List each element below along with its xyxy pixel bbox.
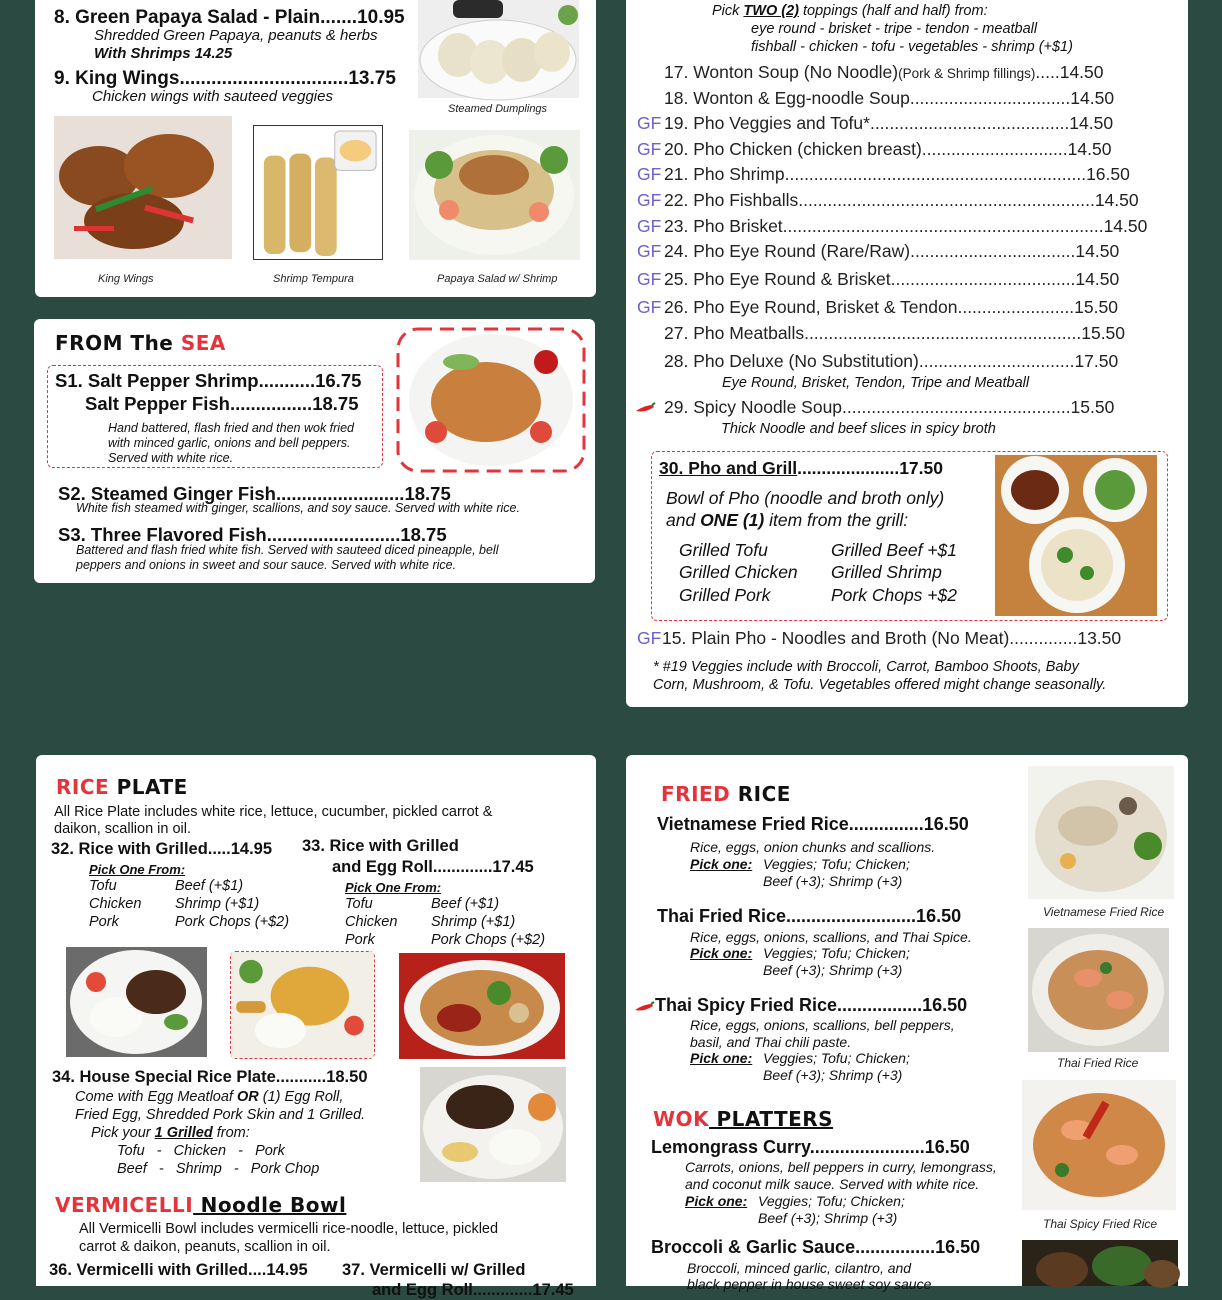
rice-plate-photo-2 [230,951,375,1059]
wok-header-b: PLATTERS [709,1107,834,1131]
lemongrass-desc-1: Carrots, onions, bell peppers in curry, lemongrass, [685,1159,997,1175]
rice-header [56,775,188,799]
pho-note-2: Corn, Mushroom, & Tofu. Vegetables offered might change seasonally. [653,677,1107,693]
pho-pick-a: Pick [712,3,744,19]
item-32-opt-b2: Shrimp (+$1) [175,896,260,912]
item-33-pick: Pick One From: [345,880,442,895]
gf-badge: GF [637,241,662,261]
king-wings-caption: King Wings [98,273,154,285]
pho-item [664,269,1119,290]
dumplings-caption: Steamed Dumplings [448,103,548,115]
sea-header [55,331,226,355]
spicy-pick-opts-1: Veggies; Tofu; Chicken; [763,1050,910,1066]
s3-title: S3. Three Flavored Fish..........................18.75 [58,524,447,545]
broccoli-desc-2: black pepper in house sweet soy sauce [687,1276,932,1292]
s1-desc-2: with minced garlic, onions and bell peppers. [108,436,351,450]
viet-fried-rice-photo [1028,766,1174,899]
item-32-opt-b1: Beef (+$1) [175,878,244,894]
pho-item-text: 19. Pho Veggies and Tofu*.........................................14.50 [664,113,1114,133]
thai-spicy-fried-rice-title: Thai Spicy Fried Rice.................16.50 [655,995,968,1015]
item-34-d3c: from: [212,1125,250,1141]
broccoli-garlic-photo [1022,1240,1178,1286]
spicy-pick-opts-2: Beef (+3); Shrimp (+3) [763,1067,903,1083]
from-the-sea-panel [34,319,595,583]
grill-opt-2: Grilled Chicken [679,562,798,582]
pho-item-text: 17. Wonton Soup (No Noodle) [664,62,899,82]
salt-pepper-shrimp-photo [396,327,586,473]
item-30-l2b: ONE (1) [700,510,765,530]
grill-opt-3: Grilled Pork [679,585,771,605]
pho-item-text: 20. Pho Chicken (chicken breast)..............................14.50 [664,139,1112,159]
pho-item-text: 22. Pho Fishballs.............................................................14.50 [664,190,1139,210]
rice-plate-photo-1 [66,947,207,1057]
item-33-title-b: and Egg Roll.............17.45 [332,858,534,876]
item-32-opt-b3: Pork Chops (+$2) [175,914,290,930]
item-34-desc-2: Fried Egg, Shredded Pork Skin and 1 Grilled. [75,1107,366,1123]
item-30-l2c: item from the grill: [764,510,909,530]
pho-item-text: 24. Pho Eye Round (Rare/Raw)..................................14.50 [664,241,1120,261]
s3-desc-1: Battered and flash fried white fish. Served with sauteed diced pineapple, bell [76,543,499,557]
gf-badge: GF [637,216,662,236]
s2-desc: White fish steamed with ginger, scallions, and soy sauce. Served with white rice. [76,501,520,515]
lemongrass-pick-opts-2: Beef (+3); Shrimp (+3) [758,1210,898,1226]
viet-pick-opts-2: Beef (+3); Shrimp (+3) [763,873,903,889]
thai-fried-rice-title: Thai Fried Rice..........................16.50 [657,906,962,926]
thai-pick-opts-2: Beef (+3); Shrimp (+3) [763,962,903,978]
pho-item [664,323,1125,344]
item-30-name: 30. Pho and Grill [659,458,798,478]
pho-item [664,164,1130,185]
item-30-line-1: Bowl of Pho (noodle and broth only) [666,488,945,508]
gf-badge: GF [637,297,662,317]
item-30-l2a: and [666,510,701,530]
item-36-title: 36. Vermicelli with Grilled....14.95 [49,1261,308,1279]
pho-panel [626,0,1188,707]
pho-item-price: .....14.50 [1035,62,1104,82]
spicy-desc-1: Rice, eggs, onions, scallions, bell peppers, [690,1017,955,1033]
viet-fried-rice-title: Vietnamese Fried Rice...............16.50 [657,814,969,834]
rice-header-b: PLATE [109,775,188,799]
broccoli-desc-1: Broccoli, minced garlic, cilantro, and [687,1260,912,1276]
item-8-desc: Shredded Green Papaya, peanuts & herbs [94,27,378,44]
lemongrass-curry-title: Lemongrass Curry.......................16.50 [651,1137,970,1157]
viet-fried-rice-desc: Rice, eggs, onion chunks and scallions. [690,839,936,855]
pho-item [664,113,1113,134]
s1-fish: Salt Pepper Fish................18.75 [85,393,359,414]
item-34-desc-5: Beef - Shrimp - Pork Chop [117,1161,320,1177]
item-33-opt-b3: Pork Chops (+$2) [431,932,546,948]
pho-toppings-2: fishball - chicken - tofu - vegetables - shrimp (+$1) [751,39,1073,55]
item-34-d1a: Come with Egg Meatloaf [75,1089,237,1105]
thai-fried-rice-caption: Thai Fried Rice [1057,1056,1139,1070]
pho-item-text: 25. Pho Eye Round & Brisket......................................14.50 [664,269,1120,289]
item-37-title-b: and Egg Roll.............17.45 [372,1281,574,1299]
item-30-line-2 [666,510,908,531]
fried-header-a: FRIED [661,782,731,806]
spicy-desc-2: basil, and Thai chili paste. [690,1034,852,1050]
king-wings-photo [54,116,232,259]
shrimp-tempura-photo [253,125,383,260]
sea-header-a: FROM The [55,331,181,355]
item-34-d3b: 1 Grilled [154,1125,213,1141]
s1-desc-3: Served with white rice. [108,451,234,465]
broccoli-garlic-title: Broccoli & Garlic Sauce................16.50 [651,1237,981,1257]
shrimp-tempura-caption: Shrimp Tempura [273,273,354,285]
item-9-desc: Chicken wings with sauteed veggies [92,88,333,105]
fried-header-b: RICE [730,782,791,806]
wok-platters-header [653,1107,833,1131]
pho-pick-line [712,3,988,19]
pho-item-text: 27. Pho Meatballs.........................................................15.50 [664,323,1126,343]
item-34-desc-3 [91,1125,250,1141]
grill-opt-6: Pork Chops +$2 [831,585,957,605]
item-33-opt-a1: Tofu [345,896,373,912]
s1-shrimp: S1. Salt Pepper Shrimp...........16.75 [55,370,362,391]
fried-rice-panel [626,755,1188,1292]
pho-item-text: 28. Pho Deluxe (No Substitution)................................17.50 [664,351,1119,371]
viet-fried-rice-caption: Vietnamese Fried Rice [1043,905,1165,919]
gf-badge: GF [637,190,662,210]
thai-pick-opts-1: Veggies; Tofu; Chicken; [763,945,910,961]
rice-plate-panel [36,755,596,1299]
pho-deluxe-desc: Eye Round, Brisket, Tendon, Tripe and Meatball [722,375,1030,391]
gf-badge: GF [637,269,662,289]
chili-pepper-icon [634,999,654,1009]
item-15-title: 15. Plain Pho - Noodles and Broth (No Meat)..............13.50 [662,628,1122,648]
papaya-salad-caption: Papaya Salad w/ Shrimp [437,273,558,285]
grill-opt-1: Grilled Tofu [679,540,768,560]
item-37-title-a: 37. Vermicelli w/ Grilled [342,1261,526,1279]
thai-spicy-fried-rice-caption: Thai Spicy Fried Rice [1043,1217,1158,1231]
s2-title: S2. Steamed Ginger Fish.........................18.75 [58,483,451,504]
item-29-desc: Thick Noodle and beef slices in spicy broth [721,421,996,437]
item-30-price: .....................17.50 [797,458,943,478]
appetizers-panel [35,0,596,297]
s3-desc-2: peppers and onions in sweet and sour sauce. Served with white rice. [76,558,457,572]
vermicelli-header-b: Noodle Bowl [193,1193,347,1217]
item-34-title: 34. House Special Rice Plate...........18.50 [52,1068,368,1086]
item-32-opt-a2: Chicken [89,896,142,912]
thai-fried-rice-desc: Rice, eggs, onions, scallions, and Thai Spice. [690,929,972,945]
pho-item [664,297,1118,318]
gf-badge: GF [637,113,662,133]
pho-and-grill-photo [995,455,1157,616]
pho-item-text: 26. Pho Eye Round, Brisket & Tendon........................15.50 [664,297,1118,317]
vermicelli-header [55,1193,346,1217]
pho-pick-b: TWO (2) [743,3,799,19]
lemongrass-pick-one: Pick one: [685,1193,748,1209]
item-30-title [659,458,943,479]
item-33-opt-b1: Beef (+$1) [431,896,500,912]
grill-opt-5: Grilled Shrimp [831,562,942,582]
pho-toppings-1: eye round - brisket - tripe - tendon - meatball [751,21,1038,37]
vermicelli-header-a: VERMICELLI [55,1193,194,1217]
pho-note-1: * #19 Veggies include with Broccoli, Carrot, Bamboo Shoots, Baby [653,659,1079,675]
item-34-d1c: (1) Egg Roll, [258,1089,344,1105]
thai-fried-rice-photo [1028,928,1169,1052]
item-33-opt-a3: Pork [345,932,375,948]
pho-item-text: 18. Wonton & Egg-noodle Soup.................................14.50 [664,88,1115,108]
lemongrass-pick-opts-1: Veggies; Tofu; Chicken; [758,1193,905,1209]
pho-item [664,351,1118,372]
item-8-title: 8. Green Papaya Salad - Plain.......10.95 [54,7,405,28]
item-34-d1b: OR [237,1089,259,1105]
vermicelli-intro-1: All Vermicelli Bowl includes vermicelli rice-noodle, lettuce, pickled [79,1221,499,1237]
lemongrass-desc-2: and coconut milk sauce. Served with white rice. [685,1176,980,1192]
gf-badge: GF [637,164,662,184]
item-32-title: 32. Rice with Grilled.....14.95 [51,840,273,858]
viet-pick-opts-1: Veggies; Tofu; Chicken; [763,856,910,872]
item-32-opt-a3: Pork [89,914,119,930]
sea-header-b: SEA [180,331,226,355]
vermicelli-intro-2: carrot & daikon, peanuts, scallion in oil. [79,1239,331,1255]
pho-item [664,241,1119,262]
item-34-desc-1 [75,1089,343,1105]
pho-item-text: 23. Pho Brisket..................................................................14.50 [664,216,1148,236]
thai-spicy-fried-rice-photo [1022,1080,1176,1210]
item-33-opt-a2: Chicken [345,914,398,930]
grill-opt-4: Grilled Beef +$1 [831,540,957,560]
rice-intro-2: daikon, scallion in oil. [54,821,192,837]
papaya-salad-photo [409,130,580,260]
spicy-pick-one: Pick one: [690,1050,753,1066]
viet-pick-one: Pick one: [690,856,753,872]
item-34-d3a: Pick your [91,1125,155,1141]
pho-item-note: (Pork & Shrimp fillings) [898,66,1036,81]
house-special-photo [420,1067,566,1182]
pho-item [664,190,1139,211]
gf-badge: GF [637,139,662,159]
item-34-desc-4: Tofu - Chicken - Pork [117,1143,285,1159]
chili-pepper-icon [635,400,655,410]
thai-pick-one: Pick one: [690,945,753,961]
rice-intro-1: All Rice Plate includes white rice, lettuce, cucumber, pickled carrot & [54,804,493,820]
item-9-title: 9. King Wings................................13.75 [54,68,396,89]
item-29-title: 29. Spicy Noodle Soup...............................................15.50 [664,397,1115,417]
pho-item [664,62,1104,83]
item-32-opt-a1: Tofu [89,878,117,894]
fried-rice-header [661,782,791,806]
item-8-extra: With Shrimps 14.25 [94,45,233,62]
item-15-gf: GF [637,628,662,648]
dumplings-photo [418,0,579,98]
pho-item [664,139,1111,160]
wok-header-a: WOK [653,1107,710,1131]
pho-item [664,216,1147,237]
item-32-pick: Pick One From: [89,862,186,877]
pho-pick-c: toppings (half and half) from: [799,3,988,19]
s1-desc-1: Hand battered, flash fried and then wok fried [108,421,354,435]
item-33-opt-b2: Shrimp (+$1) [431,914,516,930]
pho-item [664,88,1114,109]
rice-plate-photo-3 [399,953,565,1059]
pho-item-text: 21. Pho Shrimp..............................................................16.50 [664,164,1130,184]
item-33-title-a: 33. Rice with Grilled [302,837,459,855]
rice-header-a: RICE [56,775,110,799]
